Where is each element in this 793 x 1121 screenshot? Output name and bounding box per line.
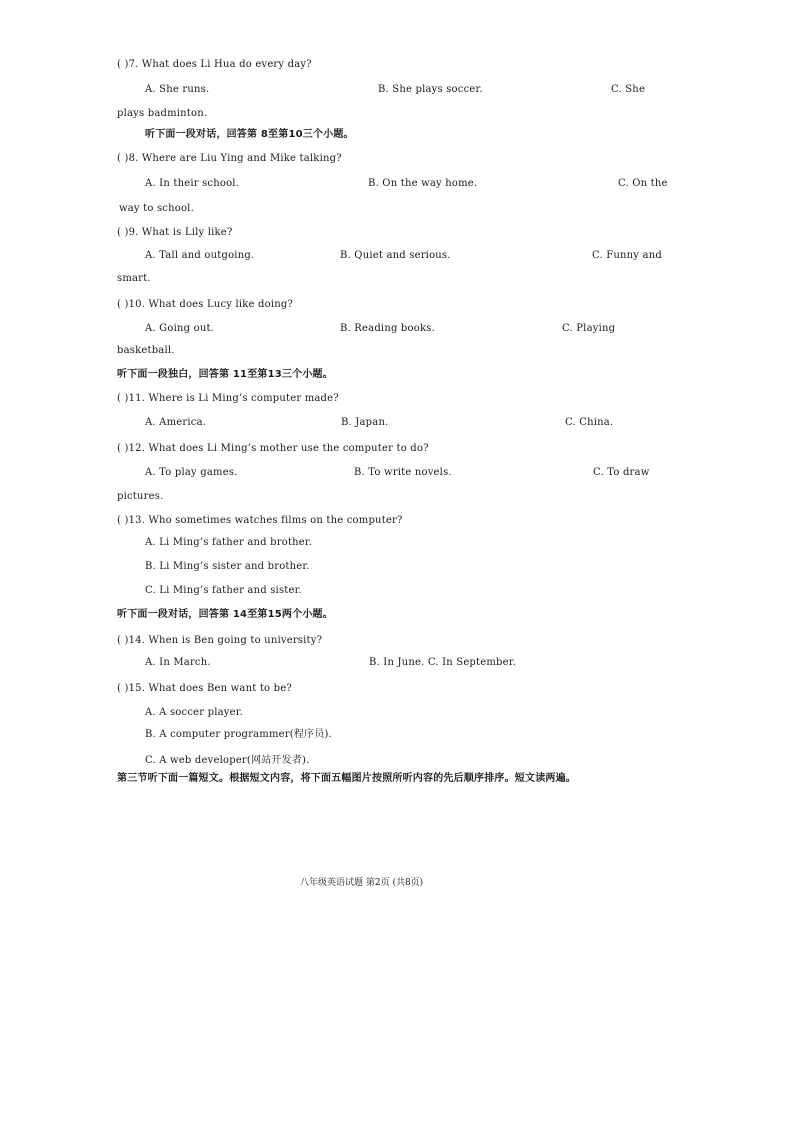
question-15-option-a: A. A soccer player. <box>145 707 243 718</box>
question-8-option-c: C. On the <box>618 178 668 189</box>
question-11-stem: ( )11. Where is Li Ming’s computer made? <box>117 393 339 404</box>
section-intro-8-10: 听下面一段对话，回答第 8至第10三个小题。 <box>145 129 354 140</box>
section-3-instructions: 第三节听下面一篇短文。根据短文内容，将下面五幅图片按照所听内容的先后顺序排序。短文读两遍。 <box>117 773 576 784</box>
question-14-option-b-c: B. In June. C. In September. <box>369 657 517 668</box>
question-13-option-c: C. Li Ming’s father and sister. <box>145 585 302 596</box>
question-14-option-a: A. In March. <box>145 657 211 668</box>
question-15-option-b: B. A computer programmer(程序员). <box>145 729 332 740</box>
question-10-option-c-continued: basketball. <box>117 345 175 356</box>
question-10-stem: ( )10. What does Lucy like doing? <box>117 299 294 310</box>
section-intro-14-15: 听下面一段对话，回答第 14至第15两个小题。 <box>117 609 333 620</box>
question-9-option-b: B. Quiet and serious. <box>340 250 451 261</box>
page-footer: 八年级英语试题 第2页 (共8页) <box>300 878 424 888</box>
question-7-stem: ( )7. What does Li Hua do every day? <box>117 59 312 70</box>
question-12-option-c-continued: pictures. <box>117 491 164 502</box>
question-8-option-a: A. In their school. <box>145 178 240 189</box>
question-10-option-a: A. Going out. <box>145 323 215 334</box>
question-15-stem: ( )15. What does Ben want to be? <box>117 683 292 694</box>
question-12-stem: ( )12. What does Li Ming’s mother use the computer to do? <box>117 443 429 454</box>
question-11-option-a: A. America. <box>145 417 207 428</box>
question-7-option-c-continued: plays badminton. <box>117 108 208 119</box>
question-13-option-a: A. Li Ming’s father and brother. <box>145 537 313 548</box>
question-13-stem: ( )13. Who sometimes watches films on the computer? <box>117 515 403 526</box>
question-12-option-b: B. To write novels. <box>354 467 452 478</box>
question-9-stem: ( )9. What is Lily like? <box>117 227 233 238</box>
question-13-option-b: B. Li Ming’s sister and brother. <box>145 561 310 572</box>
question-7-option-b: B. She plays soccer. <box>378 84 483 95</box>
question-9-option-c-continued: smart. <box>117 273 151 284</box>
question-11-option-b: B. Japan. <box>341 417 389 428</box>
question-12-option-a: A. To play games. <box>145 467 238 478</box>
question-8-option-c-continued: way to school. <box>119 203 194 214</box>
question-9-option-c: C. Funny and <box>592 250 662 261</box>
question-7-option-a: A. She runs. <box>145 84 210 95</box>
question-10-option-c: C. Playing <box>562 323 616 334</box>
question-9-option-a: A. Tall and outgoing. <box>145 250 255 261</box>
question-10-option-b: B. Reading books. <box>340 323 435 334</box>
question-7-option-c: C. She <box>611 84 646 95</box>
question-14-stem: ( )14. When is Ben going to university? <box>117 635 323 646</box>
question-11-option-c: C. China. <box>565 417 614 428</box>
section-intro-11-13: 听下面一段独白，回答第 11至第13三个小题。 <box>117 369 333 380</box>
question-15-option-c: C. A web developer(网站开发者). <box>145 755 310 766</box>
question-8-stem: ( )8. Where are Liu Ying and Mike talking? <box>117 153 342 164</box>
question-8-option-b: B. On the way home. <box>368 178 478 189</box>
question-12-option-c: C. To draw <box>593 467 650 478</box>
